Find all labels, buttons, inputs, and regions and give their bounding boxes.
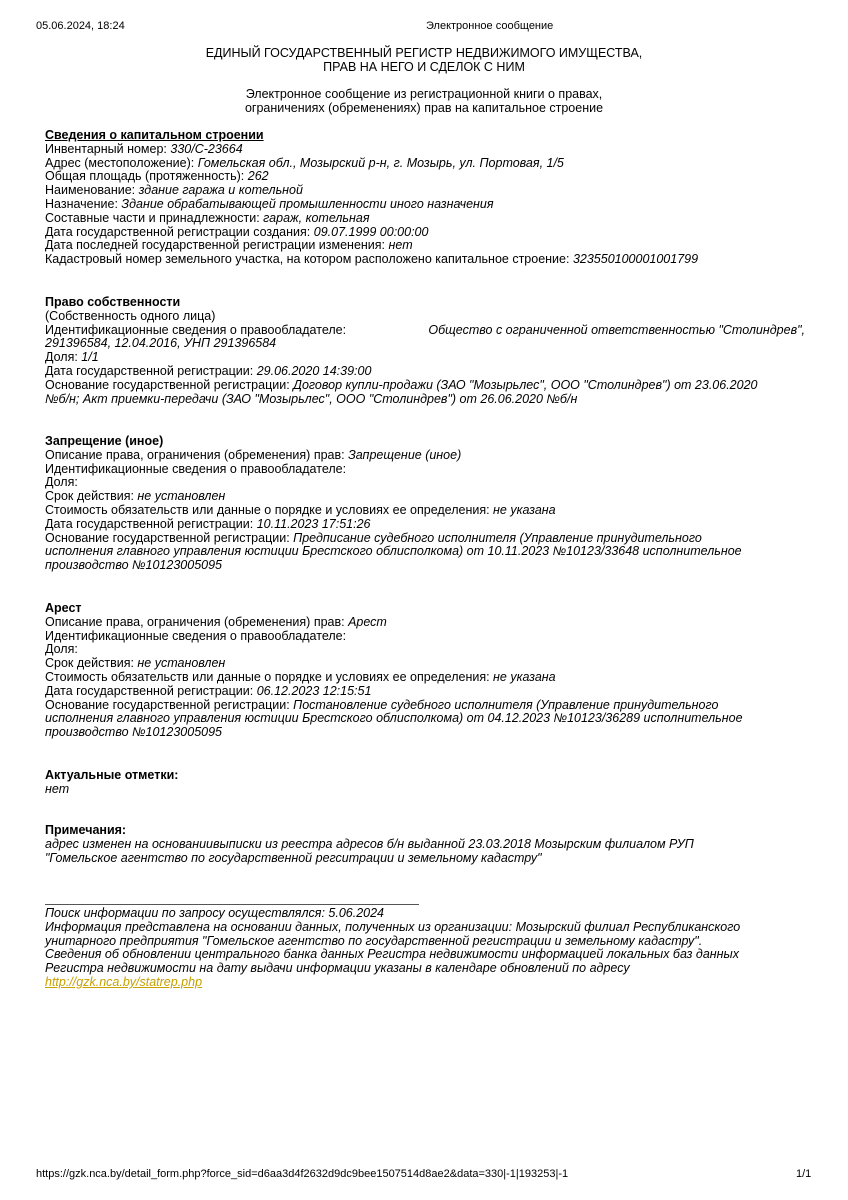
registration-basis-cont: исполнения главного управления юстиции Брестского облисполкома) от 04.12.2023 №10123/36289 исполнительное	[45, 711, 743, 726]
ownership-kind: (Собственность одного лица)	[45, 308, 216, 323]
term: Срок действия: не установлен	[45, 656, 226, 671]
field-name: Наименование: здание гаража и котельной	[45, 183, 303, 198]
print-url: https://gzk.nca.by/detail_form.php?force_sid=d6aa3d4f2632d9dc9bee1507514d8ae2&data=330|-1|193253|-1	[36, 1168, 569, 1180]
print-page-title: Электронное сообщение	[426, 20, 554, 32]
cost: Стоимость обязательств или данные о порядке и условиях ее определения: не указана	[45, 502, 556, 517]
registry-title-line: ПРАВ НА НЕГО И СДЕЛОК С НИМ	[323, 60, 525, 74]
registration-date: Дата государственной регистрации: 06.12.2023 12:15:51	[45, 683, 372, 698]
registration-date: Дата государственной регистрации: 10.11.2023 17:51:26	[45, 516, 371, 531]
registration-basis-cont: производство №10123005095	[45, 558, 223, 573]
field-last-change-date: Дата последней государственной регистрации изменения: нет	[45, 238, 413, 253]
section-title: Право собственности	[45, 295, 181, 309]
note-line: "Гомельское агентство по государственной регситрации и земельному кадастру"	[45, 850, 542, 865]
holder-info: Идентификационные сведения о правообладателе:	[45, 628, 347, 643]
field-creation-date: Дата государственной регистрации создания: 09.07.1999 00:00:00	[45, 224, 429, 239]
holder-info-cont: 291396584, 12.04.2016, УНП 291396584	[45, 336, 277, 351]
source-line: унитарного предприятия "Гомельское агентство по государственной регистрации и земельному кадастру".	[45, 933, 703, 948]
holder-info: Идентификационные сведения о правообладателе: Общество с ограниченной ответственностью "Столиндрев",	[45, 322, 805, 337]
update-link-row	[45, 976, 805, 990]
field-components: Составные части и принадлежности: гараж, котельная	[45, 210, 370, 225]
subtitle-line: ограничениях (обременениях) прав на капитальное строение	[244, 101, 604, 115]
term: Срок действия: не установлен	[45, 489, 226, 504]
footer-info	[45, 907, 805, 990]
share: Доля: 1/1	[45, 350, 99, 365]
section-title: Запрещение (иное)	[45, 434, 164, 448]
ownership-section	[45, 296, 805, 406]
update-calendar-link[interactable]: http://gzk.nca.by/statrep.php	[45, 974, 203, 989]
field-cadastral-number: Кадастровый номер земельного участка, на котором расположено капитальное строение: 323550100001001799	[45, 252, 699, 267]
subtitle-line: Электронное сообщение из регистрационной книги о правах,	[245, 87, 603, 101]
registration-basis-cont: производство №10123005095	[45, 725, 223, 740]
building-section	[45, 129, 805, 267]
section-title: Арест	[45, 601, 82, 615]
actual-marks-value: нет	[45, 781, 70, 796]
registration-basis-cont: №б/н; Акт приемки-передачи (ЗАО "Мозырьлес", ООО "Столиндрев") от 26.06.2020 №б/н	[45, 391, 578, 406]
print-page-number: 1/1	[796, 1168, 812, 1180]
source-line: Информация представлена на основании данных, полученных из организации: Мозырский филиал Республиканского	[45, 919, 741, 934]
footer-divider	[45, 904, 419, 905]
field-total-area: Общая площадь (протяженность): 262	[45, 169, 269, 184]
registration-date: Дата государственной регистрации: 29.06.2020 14:39:00	[45, 363, 372, 378]
registration-basis: Основание государственной регистрации: Предписание судебного исполнителя (Управление принудительного	[45, 530, 702, 545]
registration-basis: Основание государственной регистрации: Договор купли-продажи (ЗАО "Мозырьлес", ООО "Столиндрев") от 23.06.2020	[45, 377, 758, 392]
restriction-description: Описание права, ограничения (обременения) прав: Арест	[45, 614, 387, 629]
message-subtitle	[0, 87, 848, 115]
field-inventory-number: Инвентарный номер: 330/C-23664	[45, 141, 243, 156]
holder-info: Идентификационные сведения о правообладателе:	[45, 461, 347, 476]
section-title: Сведения о капитальном строении	[45, 128, 264, 142]
field-purpose: Назначение: Здание обрабатывающей промышленности иного назначения	[45, 196, 494, 211]
arrest-section	[45, 602, 805, 740]
restriction-description: Описание права, ограничения (обременения) прав: Запрещение (иное)	[45, 447, 462, 462]
prohibition-section	[45, 435, 805, 573]
print-datetime: 05.06.2024, 18:24	[36, 20, 125, 32]
share: Доля:	[45, 475, 78, 490]
update-line: Сведения об обновлении центрального банка данных Регистра недвижимости информацией локальных баз данных	[45, 947, 739, 962]
section-title: Примечания:	[45, 823, 127, 837]
section-title: Актуальные отметки:	[45, 768, 179, 782]
update-line: Регистра недвижимости на дату выдачи информации указаны в календаре обновлений по адресу	[45, 961, 630, 976]
search-date-line: Поиск информации по запросу осуществлялся: 5.06.2024	[45, 906, 385, 920]
note-line: адрес изменен на основаниивыписки из реестра адресов б/н выданной 23.03.2018 Мозырским филиалом РУП	[45, 836, 694, 851]
registration-basis: Основание государственной регистрации: Постановление судебного исполнителя (Управление принудительного	[45, 697, 719, 712]
notes-section	[45, 824, 805, 865]
actual-marks-section	[45, 769, 805, 797]
cost: Стоимость обязательств или данные о порядке и условиях ее определения: не указана	[45, 669, 556, 684]
registration-basis-cont: исполнения главного управления юстиции Брестского облисполкома) от 10.11.2023 №10123/33648 исполнительное	[45, 544, 742, 559]
field-address: Адрес (местоположение): Гомельская обл., Мозырский р-н, г. Мозырь, ул. Портовая, 1/5	[45, 155, 564, 170]
share: Доля:	[45, 642, 78, 657]
registry-title-line: ЕДИНЫЙ ГОСУДАРСТВЕННЫЙ РЕГИСТР НЕДВИЖИМОГО ИМУЩЕСТВА,	[205, 46, 643, 60]
registry-title	[0, 46, 848, 74]
